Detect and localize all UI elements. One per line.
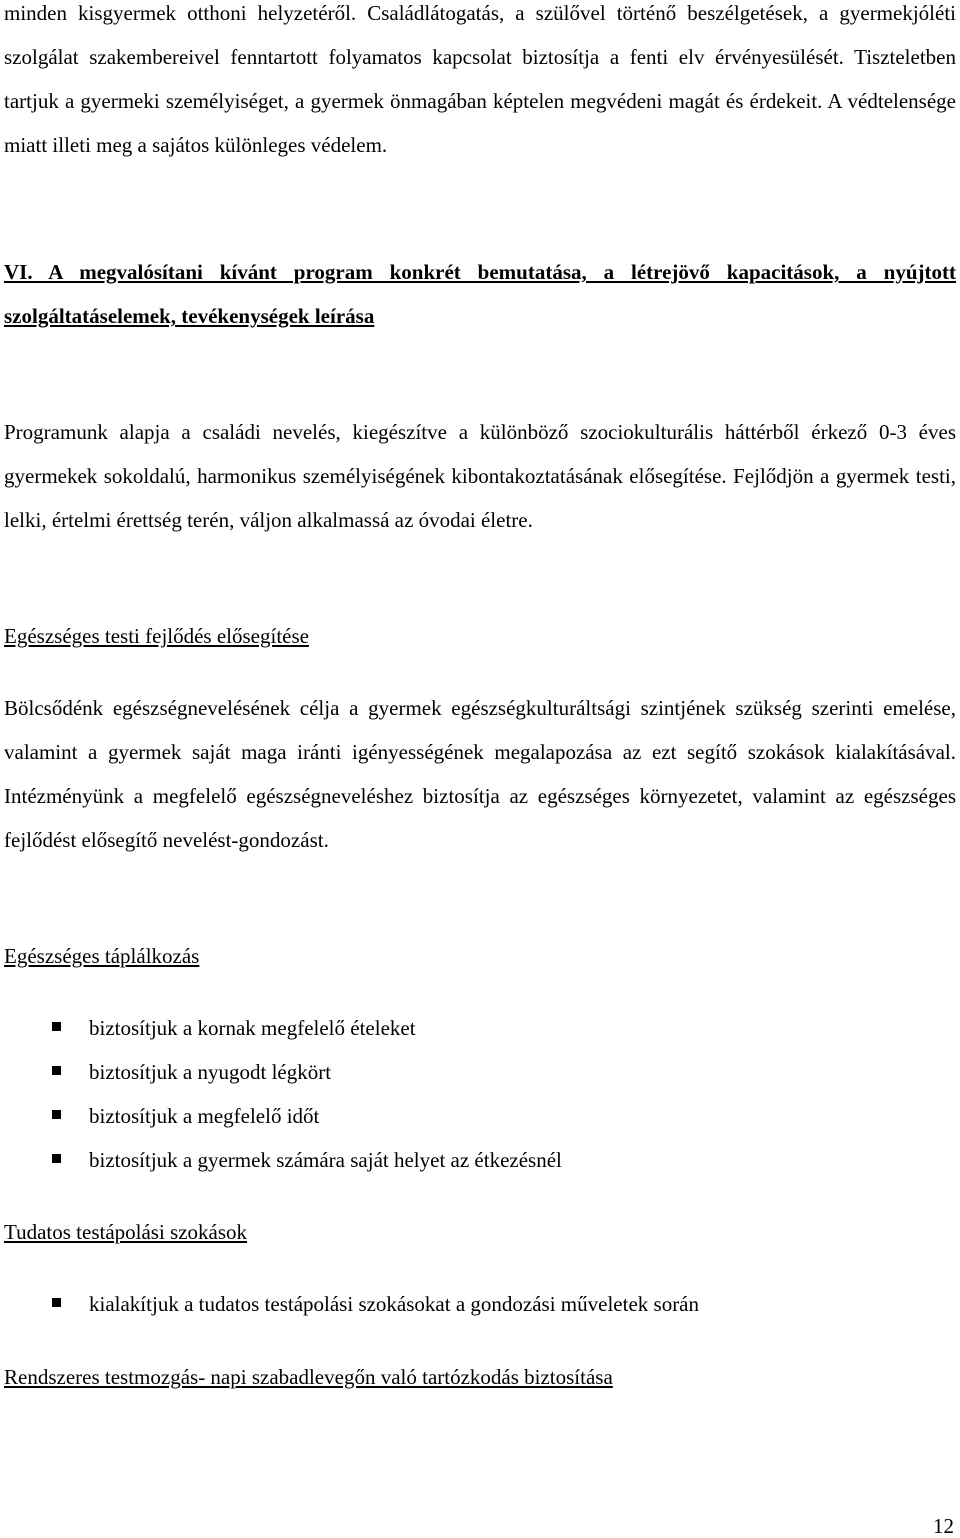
intro-paragraph: minden kisgyermek otthoni helyzetéről. Családlátogatás, a szülővel történő beszélgetések, a gyermekjóléti szolgálat szakembereivel fenntartott folyamatos kapcsolat biztosítja a fenti elv érvényesülését. Tiszteletben tartjuk a gyermeki személyiséget, a gyermek önmagában képtelen megvédeni magát és érdekeit. A védtelensége miatt illeti meg a sajátos különleges védelem.: [4, 1, 956, 157]
hygiene-list: [0, 1289, 960, 1333]
square-bullet-icon: [52, 1022, 61, 1031]
page-number: 12: [933, 1514, 954, 1538]
square-bullet-icon: [52, 1110, 61, 1119]
list-item-text: kialakítjuk a tudatos testápolási szokásokat a gondozási műveletek során: [89, 1292, 700, 1316]
section-heading: VI. A megvalósítani kívánt program konkrét bemutatása, a létrejövő kapacitások, a nyújtott szolgáltatáselemek, tevékenységek leírása: [4, 260, 956, 328]
program-paragraph: Programunk alapja a családi nevelés, kiegészítve a különböző szociokulturális háttérből érkező 0-3 éves gyermekek sokoldalú, harmonikus személyiségének kibontakoztatásának elősegítése. Fejlődjön a gyermek testi, lelki, értelmi érettség terén, váljon alkalmassá az óvodai életre.: [4, 420, 956, 532]
list-item: [0, 1057, 960, 1101]
square-bullet-icon: [52, 1154, 61, 1163]
list-item-text: biztosítjuk a nyugodt légkört: [89, 1060, 332, 1084]
list-item: [0, 1013, 960, 1057]
health-heading: Egészséges testi fejlődés elősegítése: [4, 624, 309, 648]
list-item: [0, 1289, 960, 1333]
list-item-text: biztosítjuk a megfelelő időt: [89, 1104, 320, 1128]
list-item-text: biztosítjuk a kornak megfelelő ételeket: [89, 1016, 416, 1040]
square-bullet-icon: [52, 1298, 61, 1307]
exercise-heading: Rendszeres testmozgás- napi szabadlevegőn való tartózkodás biztosítása: [4, 1365, 613, 1389]
health-paragraph: Bölcsődénk egészségnevelésének célja a gyermek egészségkulturáltsági szintjének szükség szerinti emelése, valamint a gyermek saját maga iránti igényességének megalapozása az ezt segítő szokások kialakításával. Intézményünk a megfelelő egészségneveléshez biztosítja az egészséges környezetet, valamint az egészséges fejlődést elősegítő nevelést-gondozást.: [4, 696, 956, 852]
list-item: [0, 1145, 960, 1189]
hygiene-heading: Tudatos testápolási szokások: [4, 1220, 248, 1244]
nutrition-heading: Egészséges táplálkozás: [4, 944, 200, 968]
list-item-text: biztosítjuk a gyermek számára saját helyet az étkezésnél: [89, 1148, 562, 1172]
nutrition-list: [0, 1013, 960, 1189]
square-bullet-icon: [52, 1066, 61, 1075]
list-item: [0, 1101, 960, 1145]
